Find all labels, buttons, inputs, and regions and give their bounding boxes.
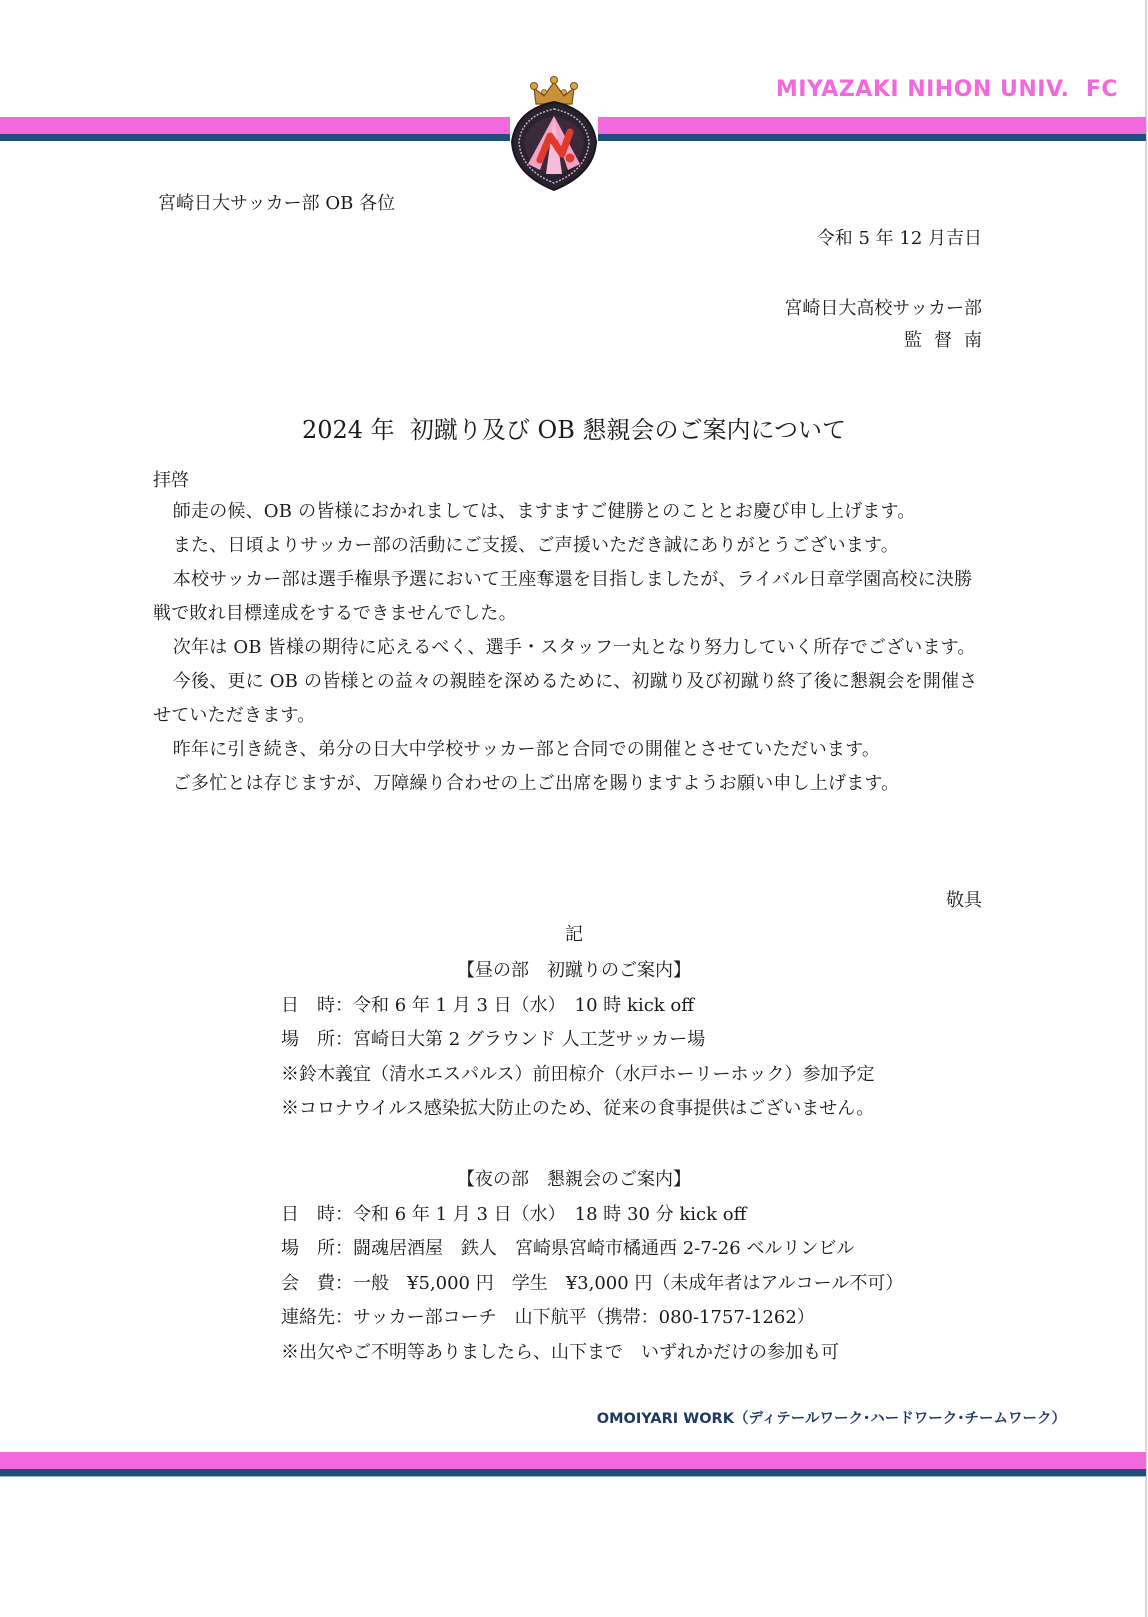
salutation: 拝啓	[153, 470, 189, 491]
night-datetime: 日 時：令和 6 年 1 月 3 日（水） 18 時 30 分 kick off	[281, 1204, 747, 1225]
letter-body	[153, 495, 983, 801]
addressee: 宮崎日大サッカー部 OB 各位	[158, 193, 396, 214]
sender-name: 監督南	[904, 330, 994, 351]
header-pink-stripe-right	[598, 117, 1146, 134]
day-covid-note: ※コロナウイルス感染拡大防止のため、従来の食事提供はございません。	[281, 1098, 875, 1119]
day-datetime: 日 時：令和 6 年 1 月 3 日（水） 10 時 kick off	[281, 995, 695, 1016]
brand-title: MIYAZAKI NIHON UNIV. FC	[775, 77, 1118, 102]
night-fee: 会 費：一般 ¥5,000 円 学生 ¥3,000 円（未成年者はアルコール不可）	[281, 1273, 904, 1294]
body-paragraph: 師走の候、OB の皆様におかれましては、ますますご健勝とのこととお慶び申し上げます。	[172, 501, 916, 522]
body-paragraph: 本校サッカー部は選手権県予選において王座奪還を目指しましたが、ライバル日章学園高校に決勝戦で敗れ目標達成をするできませんでした。	[153, 569, 973, 624]
document-title: 2024 年 初蹴り及び OB 懇親会のご案内について	[301, 416, 847, 444]
footer-motto: OMOIYARI WORK（ディテールワーク･ハードワーク･チームワーク）	[596, 1411, 1066, 1427]
body-paragraph: ご多忙とは存じますが、万障繰り合わせの上ご出席を賜りますようお願い申し上げます。	[172, 773, 900, 794]
closing-remark: 敬具	[946, 890, 982, 911]
header-navy-stripe-left	[0, 134, 510, 141]
night-contact: 連絡先：サッカー部コーチ 山下航平（携帯：080-1757-1262）	[281, 1307, 815, 1328]
notes-marker: 記	[565, 924, 583, 945]
letter-date: 令和 5 年 12 月吉日	[816, 228, 982, 249]
header-pink-stripe-left	[0, 117, 510, 134]
day-section-heading: 【昼の部 初蹴りのご案内】	[457, 960, 691, 981]
night-venue: 場 所：闘魂居酒屋 鉄人 宮崎県宮崎市橘通西 2-7-26 ベルリンビル	[281, 1238, 855, 1259]
footer-pink-stripe	[0, 1452, 1146, 1469]
header-navy-stripe-right	[598, 134, 1146, 141]
night-section-heading: 【夜の部 懇親会のご案内】	[457, 1169, 691, 1190]
footer-navy-stripe	[0, 1469, 1146, 1476]
body-paragraph: 今後、更に OB の皆様との益々の親睦を深めるために、初蹴り及び初蹴り終了後に懇親会を開催させていただきます。	[153, 671, 978, 726]
sender-organization: 宮崎日大高校サッカー部	[784, 298, 982, 319]
footer-thin-stripe	[0, 1476, 1146, 1477]
body-paragraph: 昨年に引き続き、弟分の日大中学校サッカー部と合同での開催とさせていただいます。	[172, 739, 881, 760]
day-venue: 場 所：宮崎日大第 2 グラウンド 人工芝サッカー場	[281, 1029, 706, 1050]
body-paragraph: また、日頃よりサッカー部の活動にご支援、ご声援いただき誠にありがとうございます。	[172, 535, 899, 556]
club-crest-icon	[506, 74, 602, 192]
night-attendance-note: ※出欠やご不明等ありましたら、山下まで いずれかだけの参加も可	[281, 1342, 839, 1363]
body-paragraph: 次年は OB 皆様の期待に応えるべく、選手・スタッフ一丸となり努力していく所存でございます。	[172, 637, 976, 658]
page-edge-divider	[1145, 0, 1147, 1617]
day-guest-note: ※鈴木義宜（清水エスパルス）前田椋介（水戸ホーリーホック）参加予定	[281, 1064, 875, 1085]
